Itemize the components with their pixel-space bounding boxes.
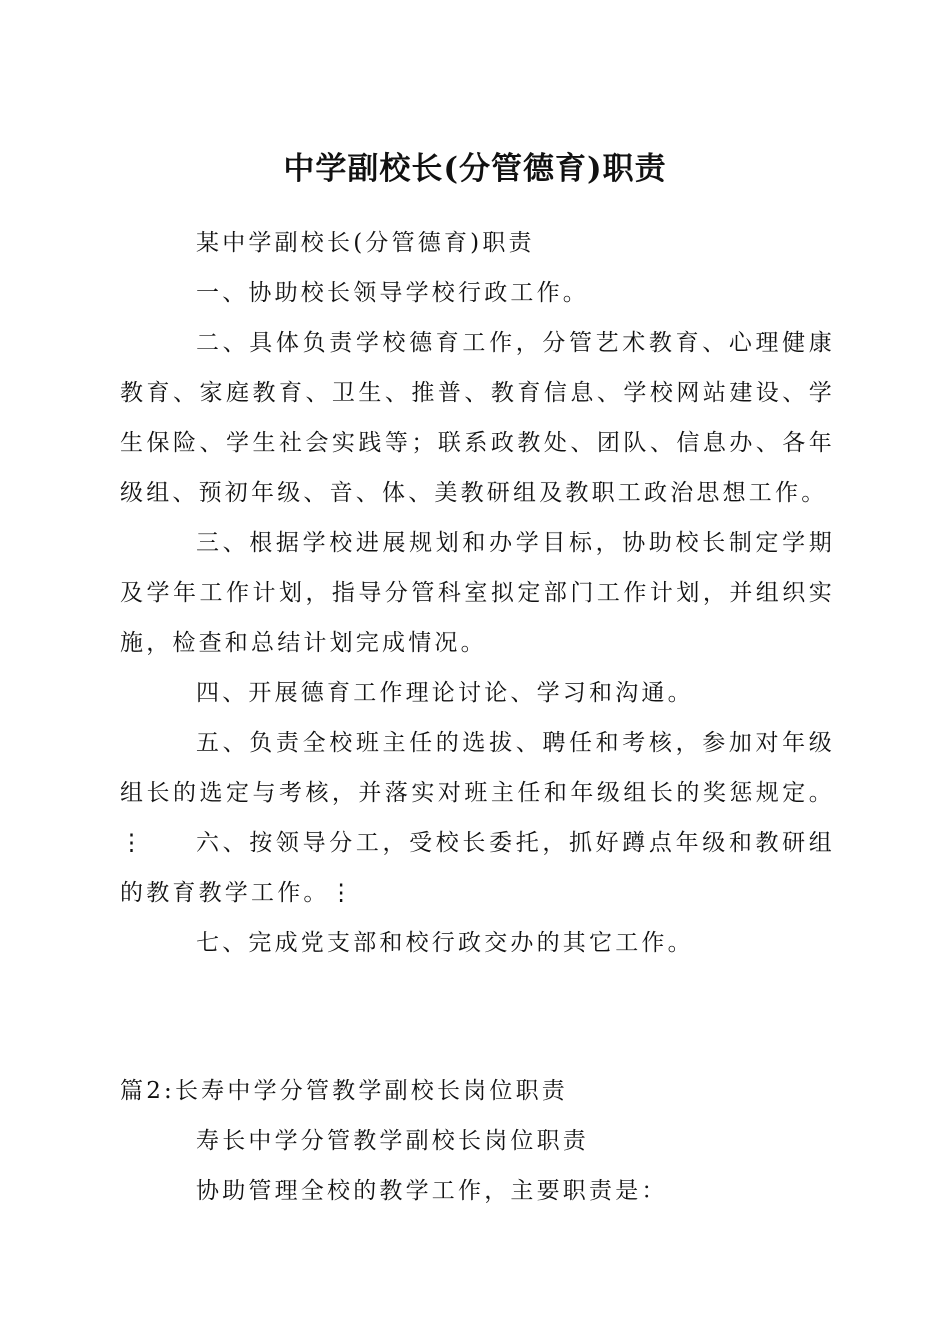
section-2-subtitle: 寿长中学分管教学副校长岗位职责: [196, 1128, 589, 1154]
paragraph-item-4: 四、开展德育工作理论讨论、学习和沟通。: [196, 680, 694, 706]
paragraph-item-5: 五、负责全校班主任的选拔、聘任和考核，参加对年级组长的选定与考核，并落实对班主任和年级组长的奖惩规定。⋮: [120, 730, 835, 856]
section-2-heading: 篇2:长寿中学分管教学副校长岗位职责: [120, 1078, 568, 1104]
paragraph-item-6: 六、按领导分工，受校长委托，抓好蹲点年级和教研组的教育教学工作。⋮: [120, 830, 835, 906]
page-title: 中学副校长(分管德育)职责: [283, 151, 667, 187]
paragraph-item-2: 二、具体负责学校德育工作，分管艺术教育、心理健康教育、家庭教育、卫生、推普、教育信息、学校网站建设、学生保险、学生社会实践等；联系政教处、团队、信息办、各年级组、预初年级、音、体、美教研组及教职工政治思想工作。: [120, 330, 835, 506]
paragraph-subtitle: 某中学副校长(分管德育)职责: [196, 230, 535, 256]
paragraph-item-7: 七、完成党支部和校行政交办的其它工作。: [196, 930, 694, 956]
paragraph-item-3: 三、根据学校进展规划和办学目标，协助校长制定学期及学年工作计划，指导分管科室拟定部门工作计划，并组织实施，检查和总结计划完成情况。: [120, 530, 835, 656]
paragraph-item-1: 一、协助校长领导学校行政工作。: [196, 280, 589, 306]
section-2-intro: 协助管理全校的教学工作，主要职责是：: [196, 1178, 668, 1204]
